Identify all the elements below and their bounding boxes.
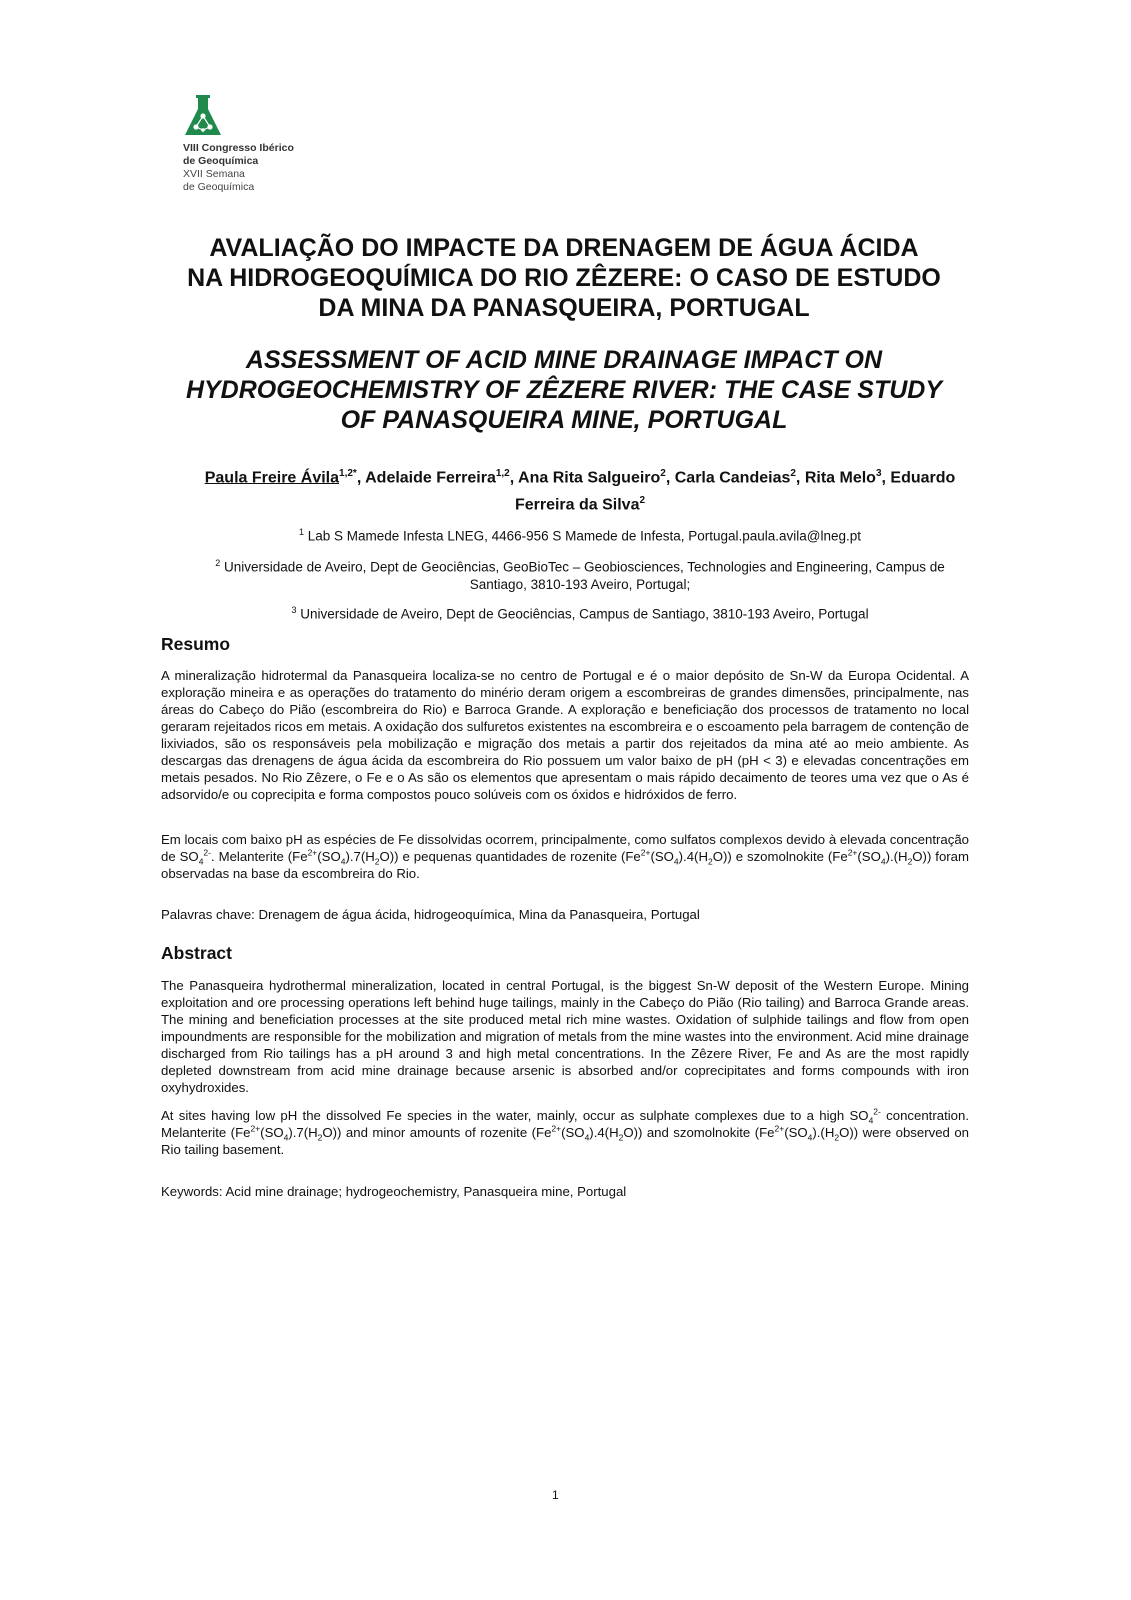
affiliation-2 <box>190 555 970 593</box>
author-4: , Carla Candeias <box>665 469 791 487</box>
author-3-affil: 2 <box>660 468 666 479</box>
subscript: 4 <box>673 856 679 867</box>
superscript: 2+ <box>307 847 318 858</box>
text-run: At sites having low pH the dissolved Fe species in the water, mainly, occur as sulphate complexes due to a high SO <box>161 1108 869 1123</box>
text-run: ).7(H <box>345 849 375 864</box>
text-run: (SO <box>784 1125 808 1140</box>
affiliation-3 <box>190 602 970 623</box>
text-run: (SO <box>561 1125 585 1140</box>
text-run: ).(H <box>812 1125 835 1140</box>
superscript: 2+ <box>250 1123 261 1134</box>
affiliation-3-number: 3 <box>291 605 297 615</box>
subscript: 4 <box>807 1132 813 1143</box>
keywords: Keywords: Acid mine drainage; hydrogeochemistry, Panasqueira mine, Portugal <box>161 1184 627 1199</box>
text-run: (SO <box>650 849 674 864</box>
author-2: , Adelaide Ferreira <box>356 469 496 487</box>
text-run: Em locais com baixo pH as espécies de Fe dissolvidas ocorrem, principalmente, como sulfatos complexos devido à elevada concentração de SO <box>161 832 969 864</box>
affiliation-3-text: Universidade de Aveiro, Dept de Geociências, Campus de Santiago, 3810-193 Aveiro, Portugal <box>296 606 869 622</box>
subscript: 4 <box>584 1132 590 1143</box>
author-1: Paula Freire Ávila <box>204 469 340 487</box>
subscript: 4 <box>198 856 204 867</box>
subscript: 2 <box>707 856 713 867</box>
subscript: 4 <box>283 1132 289 1143</box>
text-run: O)) were observed on Rio tailing basement. <box>161 1125 969 1157</box>
text-run: O)) e szomolnokite (Fe <box>712 849 848 864</box>
author-5-affil: 3 <box>875 468 882 479</box>
logo-line-4: de Geoquímica <box>183 181 255 193</box>
affiliation-2-number: 2 <box>215 558 221 568</box>
author-1-affil: 1,2* <box>339 468 357 479</box>
subscript: 2 <box>834 1132 840 1143</box>
superscript: 2+ <box>774 1123 785 1134</box>
author-6-affil: 2 <box>639 495 646 507</box>
affiliation-2-text: Universidade de Aveiro, Dept de Geociências, GeoBioTec – Geobiosciences, Technologies and Engineering, Campus de Santiago, 3810-193 Aveiro, Portugal; <box>220 559 945 592</box>
subscript: 4 <box>868 1115 874 1126</box>
logo-line-1: VIII Congresso Ibérico <box>183 142 294 154</box>
author-5: , Rita Melo <box>795 469 876 487</box>
text-run: ).(H <box>885 849 908 864</box>
title-pt-line-1: AVALIAÇÃO DO IMPACTE DA DRENAGEM DE ÁGUA ÁCIDA <box>209 234 919 262</box>
text-run: O)) and szomolnokite (Fe <box>623 1125 775 1140</box>
text-run: ).4(H <box>678 849 708 864</box>
logo-line-3: XVII Semana <box>183 168 245 180</box>
text-run: O)) foram observadas na base da escombreira do Rio. <box>161 849 969 881</box>
abstract-heading: Abstract <box>161 943 232 963</box>
author-4-affil: 2 <box>790 468 796 479</box>
text-run: (SO <box>857 849 881 864</box>
affiliation-1-text: Lab S Mamede Infesta LNEG, 4466-956 S Mamede de Infesta, Portugal.paula.avila@lneg.pt <box>303 528 862 544</box>
title-pt-line-3: DA MINA DA PANASQUEIRA, PORTUGAL <box>318 294 810 322</box>
superscript: 2- <box>203 847 211 858</box>
subscript: 2 <box>618 1132 624 1143</box>
text-run: O)) e pequenas quantidades de rozenite (Fe <box>379 849 641 864</box>
superscript: 2+ <box>640 847 651 858</box>
superscript: 2- <box>873 1106 881 1117</box>
logo-text <box>183 142 323 194</box>
author-2-affil: 1,2 <box>495 468 510 479</box>
resumo-paragraph-2 <box>161 831 969 882</box>
author-6: , Eduardo Ferreira da Silva <box>514 469 956 514</box>
abstract-paragraph-2 <box>161 1107 969 1158</box>
title-en-line-1: ASSESSMENT OF ACID MINE DRAINAGE IMPACT ON <box>245 346 883 374</box>
abstract-paragraph-1: The Panasqueira hydrothermal mineralization, located in central Portugal, is the biggest Sn-W deposit of the Western Europe. Mining exploitation and ore processing operations left behind huge tailings, mainly in the Cabeço do Pião (Rio tailing) and Barroca Grande areas. The mining and beneficiation processes at the site produced metal rich mine wastes. Oxidation of sulphide tailings and flow from open impoundments are responsible for the mobilization and migration of metals from the mine wastes into the environment. Acid mine drainage discharged from Rio tailings has a pH around 3 and high metal concentrations. In the Zêzere River, Fe and As are the most rapidly depleted downstream from acid mine drainage because arsenic is absorbed and/or coprecipitates and forms compounds with iron oxyhydroxides. <box>161 978 969 1095</box>
author-3: , Ana Rita Salgueiro <box>509 469 661 487</box>
logo-line-2: de Geoquímica <box>183 155 259 167</box>
resumo-paragraph-1: A mineralização hidrotermal da Panasqueira localiza-se no centro de Portugal e é o maior depósito de Sn-W da Europa Ocidental. A exploração mineira e as operações do tratamento do minério deram origem a escombreiras de grandes dimensões, principalmente, nas áreas do Cabeço do Pião (escombreira do Rio) e Barroca Grande. A exploração e beneficiação dos processos de tratamento no local geraram rejeitados ricos em metais. A oxidação dos sulfuretos existentes na escombreira e o escoamento pela barragem de contenção de lixiviados, são os responsáveis pela mobilização e migração dos metais a partir dos rejeitados da mina até ao meio ambiente. As descargas das drenagens de água ácida da escombreira do Rio possuem um valor baixo de pH (pH < 3) e elevadas concentrações em metais pesados. No Rio Zêzere, o Fe e o As são os elementos que apresentam o mais rápido decaimento de teores uma vez que o As é adsorvido/e ou coprecipita e forma compostos pouco solúveis com os óxidos e hidróxidos de ferro. <box>161 668 969 802</box>
palavras-chave: Palavras chave: Drenagem de água ácida, hidrogeoquímica, Mina da Panasqueira, Portugal <box>161 907 700 922</box>
text-run: (SO <box>260 1125 284 1140</box>
subscript: 2 <box>317 1132 323 1143</box>
text-run: concentration. Melanterite (Fe <box>161 1108 969 1140</box>
text-run: O)) and minor amounts of rozenite (Fe <box>322 1125 552 1140</box>
title-en-line-3: OF PANASQUEIRA MINE, PORTUGAL <box>340 406 788 434</box>
text-run: ).4(H <box>589 1125 619 1140</box>
subscript: 4 <box>880 856 886 867</box>
title-english <box>150 345 978 435</box>
author-list <box>190 462 970 517</box>
subscript: 4 <box>340 856 346 867</box>
title-en-line-2: HYDROGEOCHEMISTRY OF ZÊZERE RIVER: THE CASE STUDY <box>185 376 943 404</box>
superscript: 2+ <box>847 847 858 858</box>
title-portuguese <box>150 233 978 323</box>
subscript: 2 <box>374 856 380 867</box>
text-run: ).7(H <box>288 1125 318 1140</box>
title-pt-line-2: NA HIDROGEOQUÍMICA DO RIO ZÊZERE: O CASO DE ESTUDO <box>187 264 941 292</box>
flask-molecule-icon <box>183 94 223 138</box>
subscript: 2 <box>907 856 913 867</box>
affiliation-1 <box>190 524 970 545</box>
affiliation-1-number: 1 <box>298 527 304 537</box>
page-number: 1 <box>552 1488 559 1502</box>
resumo-heading: Resumo <box>161 634 231 654</box>
text-run: . Melanterite (Fe <box>210 849 308 864</box>
conference-logo <box>183 94 323 194</box>
text-run: (SO <box>317 849 341 864</box>
superscript: 2+ <box>551 1123 562 1134</box>
